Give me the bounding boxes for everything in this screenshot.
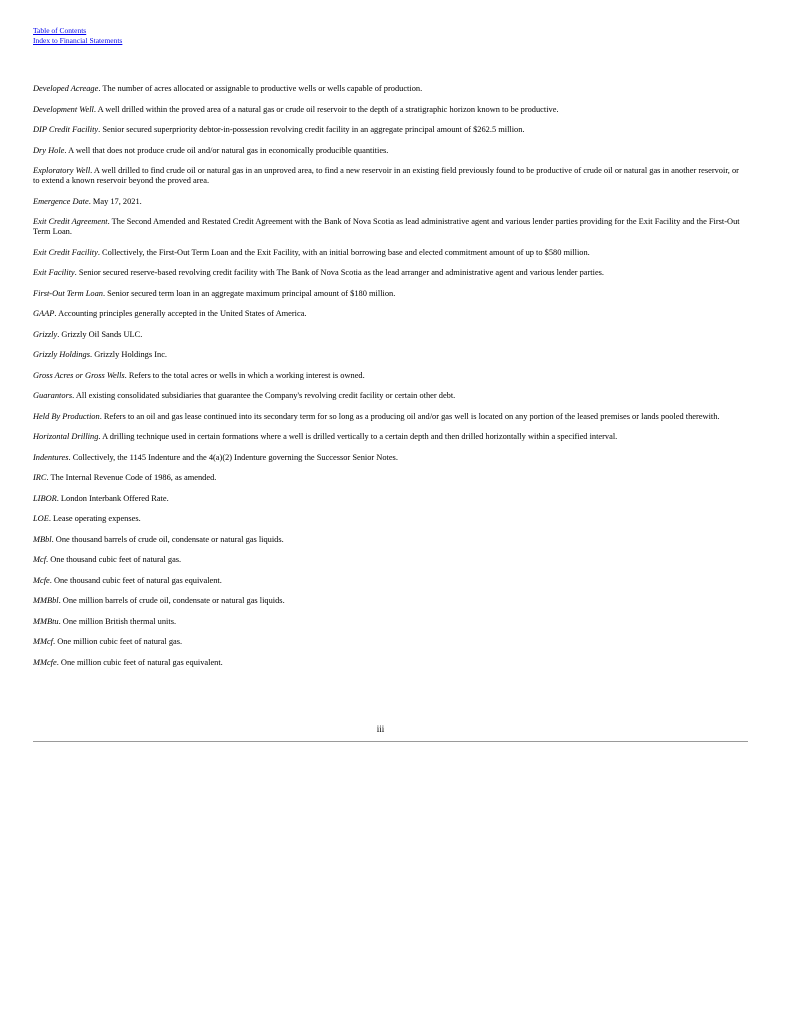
- glossary-definition-text: All existing consolidated subsidiaries that guarantee the Company's revolving credit facility or certain other debt.: [75, 391, 456, 401]
- glossary-definition-text: Refers to the total acres or wells in which a working interest is owned.: [128, 370, 365, 380]
- glossary-entry: [33, 166, 741, 186]
- glossary-entry: [33, 658, 741, 668]
- index-to-financial-statements-link[interactable]: Index to Financial Statements: [33, 35, 123, 45]
- glossary-definition-text: London Interbank Offered Rate.: [60, 493, 169, 503]
- glossary-term: LOE: [33, 514, 49, 524]
- glossary-term: Guarantors: [33, 391, 73, 401]
- glossary-term: Development Well: [33, 104, 94, 114]
- glossary-entry: [33, 309, 741, 319]
- glossary-entry: [33, 84, 741, 94]
- glossary-entry: [33, 412, 741, 422]
- glossary-definition-text: The Second Amended and Restated Credit Agreement with the Bank of Nova Scotia as lead administrative agent and various lender parties providing for the Exit Facility and the First-Out Term Loan.: [33, 217, 740, 237]
- glossary-definition-text: A well drilled within the proved area of a natural gas or crude oil reservoir to the depth of a stratigraphic horizon known to be productive.: [97, 104, 559, 114]
- glossary-entry: [33, 217, 741, 237]
- glossary-definitions: [33, 84, 741, 678]
- glossary-entry: [33, 330, 741, 340]
- glossary-separator: .: [88, 196, 93, 206]
- glossary-definition-text: Collectively, the First-Out Term Loan and the Exit Facility, with an initial borrowing base and elected commitment amount of up to $580 million.: [102, 247, 590, 257]
- glossary-entry: [33, 514, 741, 524]
- glossary-definition-text: The Internal Revenue Code of 1986, as amended.: [50, 473, 217, 483]
- glossary-separator: .: [98, 125, 103, 134]
- glossary-separator: .: [97, 247, 102, 257]
- glossary-term: MMcfe: [33, 657, 57, 667]
- glossary-separator: .: [99, 411, 104, 421]
- glossary-entry: [33, 453, 741, 463]
- glossary-separator: .: [58, 616, 63, 626]
- glossary-entry: [33, 125, 741, 135]
- glossary-term: Exit Credit Agreement: [33, 217, 108, 227]
- glossary-separator: .: [46, 473, 51, 483]
- glossary-separator: .: [46, 555, 51, 565]
- glossary-definition-text: One million cubic feet of natural gas equivalent.: [60, 657, 223, 667]
- glossary-definition-text: One million British thermal units.: [62, 616, 177, 626]
- glossary-definition-text: Grizzly Oil Sands ULC.: [61, 329, 143, 339]
- glossary-separator: .: [57, 329, 62, 339]
- page-divider: [33, 741, 748, 742]
- glossary-term: Indentures: [33, 452, 69, 462]
- glossary-separator: .: [74, 268, 79, 278]
- table-of-contents-link[interactable]: Table of Contents: [33, 26, 87, 35]
- glossary-entry: [33, 248, 741, 258]
- glossary-term: Grizzly Holdings: [33, 350, 91, 360]
- glossary-separator: .: [98, 432, 103, 442]
- glossary-definition-text: Senior secured superpriority debtor-in-possession revolving credit facility in an aggregate principal amount of $262.5 million.: [102, 125, 525, 134]
- glossary-term: Exploratory Well: [33, 166, 91, 175]
- glossary-separator: .: [54, 309, 59, 319]
- glossary-separator: .: [107, 217, 112, 227]
- glossary-term: MMBtu: [33, 616, 59, 626]
- glossary-definition-text: Lease operating expenses.: [53, 514, 141, 524]
- glossary-separator: .: [51, 534, 56, 544]
- glossary-entry: [33, 535, 741, 545]
- glossary-definition-text: Grizzly Holdings Inc.: [94, 350, 168, 360]
- glossary-term: LIBOR: [33, 493, 57, 503]
- glossary-separator: .: [49, 575, 54, 585]
- glossary-definition-text: A drilling technique used in certain formations where a well is drilled vertically to a certain depth and then drilled horizontally within a specified interval.: [102, 432, 618, 442]
- glossary-term: Held By Production: [33, 411, 100, 421]
- glossary-entry: [33, 146, 741, 156]
- glossary-definition-text: Accounting principles generally accepted in the United States of America.: [58, 309, 307, 319]
- glossary-separator: .: [56, 493, 61, 503]
- glossary-separator: .: [93, 104, 98, 114]
- glossary-entry: [33, 473, 741, 483]
- glossary-entry: [33, 637, 741, 647]
- glossary-definition-text: One thousand cubic feet of natural gas equivalent.: [53, 575, 222, 585]
- glossary-separator: .: [48, 514, 54, 524]
- glossary-separator: .: [64, 145, 69, 155]
- glossary-separator: .: [102, 288, 108, 298]
- glossary-entry: [33, 391, 741, 401]
- glossary-term: IRC: [33, 473, 47, 483]
- glossary-term: MMcf: [33, 637, 53, 647]
- glossary-term: Exit Credit Facility: [33, 247, 98, 257]
- glossary-term: Dry Hole: [33, 145, 65, 155]
- glossary-entry: [33, 555, 741, 565]
- glossary-entry: [33, 576, 741, 586]
- glossary-separator: .: [72, 391, 76, 401]
- glossary-definition-text: One million barrels of crude oil, condensate or natural gas liquids.: [62, 596, 285, 606]
- glossary-entry: [33, 289, 741, 299]
- glossary-term: Exit Facility: [33, 268, 75, 278]
- glossary-term: Developed Acreage: [33, 84, 99, 93]
- glossary-term: Emergence Date: [33, 196, 89, 206]
- glossary-term: Mcfe: [33, 575, 50, 585]
- glossary-term: MBbl: [33, 534, 52, 544]
- glossary-entry: [33, 596, 741, 606]
- glossary-definition-text: One thousand cubic feet of natural gas.: [50, 555, 182, 565]
- glossary-separator: .: [56, 657, 61, 667]
- glossary-term: Gross Acres or Gross Wells: [33, 370, 125, 380]
- glossary-entry: [33, 371, 741, 381]
- glossary-entry: [33, 105, 741, 115]
- glossary-term: Mcf: [33, 555, 47, 565]
- glossary-separator: .: [90, 350, 95, 360]
- glossary-definition-text: A well drilled to find crude oil or natural gas in an unproved area, to find a new reservoir in an existing field previously found to be productive of crude oil or natural gas in another reservoir, or to extend a known reservoir beyond the proved area.: [33, 166, 739, 186]
- page-number: iii: [376, 724, 385, 734]
- glossary-term: MMBbl: [33, 596, 59, 606]
- glossary-separator: .: [68, 452, 73, 462]
- glossary-term: GAAP: [33, 309, 55, 319]
- glossary-separator: .: [90, 166, 94, 175]
- glossary-separator: .: [98, 84, 103, 93]
- glossary-term: Grizzly: [33, 329, 58, 339]
- glossary-definition-text: A well that does not produce crude oil and/or natural gas in economically producible quantities.: [68, 145, 389, 155]
- glossary-definition-text: One thousand barrels of crude oil, condensate or natural gas liquids.: [55, 534, 284, 544]
- glossary-entry: [33, 432, 741, 442]
- glossary-definition-text: The number of acres allocated or assignable to productive wells or wells capable of production.: [102, 84, 423, 93]
- glossary-definition-text: Senior secured reserve-based revolving credit facility with The Bank of Nova Scotia as the lead arranger and administrative agent and various lender parties.: [78, 268, 605, 278]
- glossary-definition-text: May 17, 2021.: [92, 196, 142, 206]
- glossary-entry: [33, 350, 741, 360]
- glossary-term: First-Out Term Loan: [33, 288, 103, 298]
- glossary-entry: [33, 617, 741, 627]
- glossary-definition-text: One million cubic feet of natural gas.: [57, 637, 183, 647]
- glossary-definition-text: Collectively, the 1145 Indenture and the 4(a)(2) Indenture governing the Successor Senior Notes.: [72, 452, 398, 462]
- glossary-term: Horizontal Drilling: [33, 432, 99, 442]
- glossary-entry: [33, 268, 741, 278]
- glossary-separator: .: [124, 370, 129, 380]
- glossary-entry: [33, 197, 741, 207]
- top-navigation: [33, 26, 122, 45]
- glossary-definition-text: Refers to an oil and gas lease continued into its secondary term for so long as a producing oil and/or gas well is located on any portion of the leased premises or lands pooled therewith.: [103, 411, 720, 421]
- glossary-separator: .: [53, 637, 58, 647]
- glossary-term: DIP Credit Facility: [33, 125, 99, 134]
- glossary-definition-text: Senior secured term loan in an aggregate maximum principal amount of $180 million.: [107, 288, 396, 298]
- glossary-entry: [33, 494, 741, 504]
- glossary-separator: .: [58, 596, 63, 606]
